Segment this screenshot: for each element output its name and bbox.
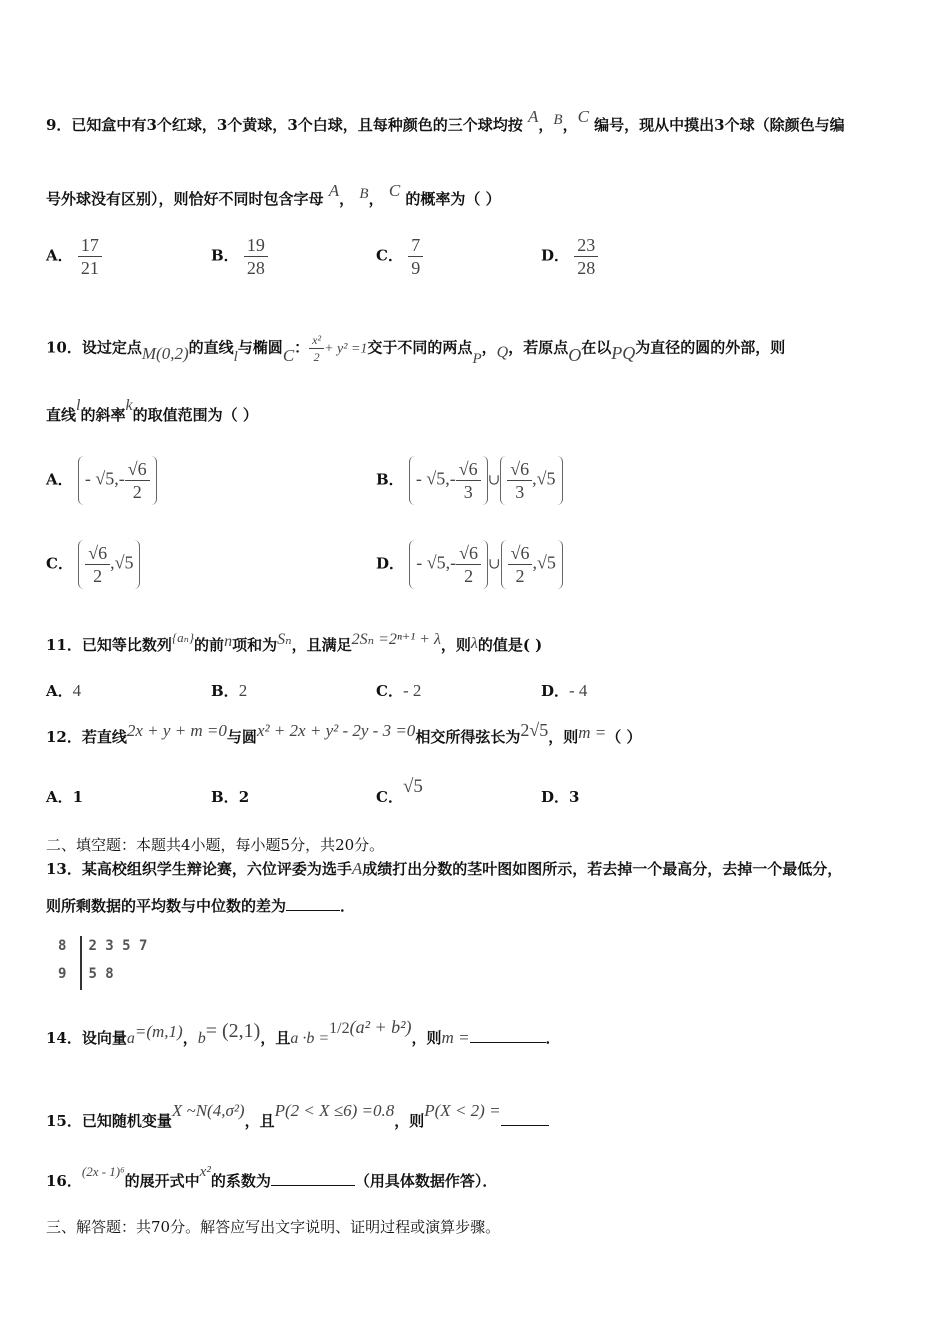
stem: 9 (58, 966, 67, 982)
q12-circle-eq: x² + 2x + y² - 2y - 3 =0 (256, 721, 416, 740)
option-value: √5 (402, 776, 423, 797)
q13-text: 13．某高校组织学生辩论赛，六位评委为选手 (46, 860, 352, 878)
q12-option-b[interactable] (211, 786, 249, 807)
q15-dist: X ~N(4,σ²) (171, 1101, 245, 1120)
q10-text: 在以 (581, 338, 612, 357)
q15-line (46, 1100, 549, 1130)
q14-end: ． (545, 1029, 561, 1047)
q10-text: 10．设过定点 (46, 338, 142, 357)
q14-text: ，则 (411, 1029, 442, 1047)
interval: $\frac{√6}{2}$ ,√5 (501, 540, 563, 589)
option-label: B． (376, 470, 404, 489)
q9-text-4: 的概率为（ ） (405, 190, 501, 208)
q15-text: ，且 (244, 1112, 275, 1130)
q15-prob: P(2 < X ≤6) =0.8 (274, 1101, 395, 1120)
q9-line2: 号外球没有区别），则恰好不同时包含字母 A， B， C 的概率为（ ） (46, 181, 501, 208)
q14-text: ，且 (260, 1029, 291, 1047)
q13-text: 则所剩数据的平均数与中位数的差为 (46, 897, 287, 915)
q10-line2 (46, 397, 258, 425)
q12-text: ，则 (548, 728, 579, 746)
q9-letter-c: C (577, 107, 589, 126)
interval: $\frac{√6}{2}$ ,√5 (78, 540, 140, 589)
q11-option-a[interactable] (46, 680, 81, 701)
q16-text: 的展开式中 (124, 1172, 200, 1190)
q10-text: 为直径的圆的外部，则 (635, 338, 786, 357)
q10-text: 的斜率 (80, 406, 126, 424)
q14-b: b (197, 1030, 206, 1047)
q16-expr: (2x - 1)⁶ (81, 1164, 125, 1179)
q16-text: （用具体数据作答）． (354, 1172, 498, 1190)
q9-option-d[interactable] (541, 234, 598, 279)
q10-q: Q (496, 343, 509, 361)
option-value: - 4 (569, 681, 588, 700)
q10-p: P (472, 350, 482, 367)
stem-leaf-row (58, 938, 147, 966)
q12-option-c[interactable] (376, 776, 423, 806)
answer-blank[interactable] (271, 1171, 355, 1186)
q15-text: 15．已知随机变量 (46, 1112, 172, 1130)
q11-text: 11．已知等比数列 (46, 636, 172, 654)
q14-text: 14．设向量 (46, 1029, 127, 1047)
q9-line1: 9．已知盒中有3个红球，3个黄球，3个白球，且每种颜色的三个球均按 A，B，C 编号，现从中摸出3个球（除颜色与编 (46, 107, 845, 134)
q11-option-d[interactable] (541, 680, 587, 701)
q14-line (46, 1017, 561, 1049)
option-value: 1 (72, 788, 84, 806)
q10-point: M(0,2) (141, 343, 189, 363)
option-label: C． (376, 682, 403, 700)
q9-letter-c2: C (388, 181, 401, 200)
q12-line-eq: 2x + y + m =0 (126, 721, 227, 740)
interval: - √5,- $\frac{√6}{2}$ (78, 456, 157, 505)
fraction: $\frac{7}{9}$ (408, 234, 423, 279)
q11-lambda: λ (470, 635, 478, 652)
option-label: D． (376, 554, 405, 573)
option-label: C． (46, 554, 73, 573)
q11-n: n (224, 633, 233, 650)
q11-text: 项和为 (232, 636, 278, 654)
q9-option-a[interactable] (46, 234, 102, 279)
q9-text-1: 9．已知盒中有3个红球，3个黄球，3个白球，且每种颜色的三个球均按 (46, 116, 523, 134)
q12-option-d[interactable] (541, 786, 579, 807)
q10-option-b[interactable] (376, 456, 563, 505)
fraction: $\frac{23}{28}$ (574, 234, 598, 279)
q16-text: 16． (46, 1172, 82, 1190)
option-value: 4 (72, 681, 82, 700)
q14-rest: (a² + b²) (349, 1017, 412, 1037)
option-label: D． (541, 788, 570, 806)
q11-text: ，且满足 (291, 636, 352, 654)
q9-letter-a2: A (328, 181, 340, 200)
q10-text: ，若原点 (508, 338, 569, 357)
option-label: A． (46, 788, 73, 806)
q11-line (46, 630, 543, 655)
q10-text: 的直线 (188, 338, 234, 357)
q14-comma: ， (182, 1029, 198, 1047)
section-solutions-heading: 三、解答题：共70分。解答应写出文字说明、证明过程或演算步骤。 (46, 1218, 501, 1236)
answer-blank[interactable] (501, 1111, 549, 1126)
q9-letter-b2: B (359, 186, 369, 202)
q14-m: m = (441, 1028, 470, 1047)
union-symbol: ∪ (487, 472, 501, 489)
q10-text: 直线 (46, 406, 77, 424)
q9-text-3: 号外球没有区别），则恰好不同时包含字母 (46, 190, 324, 208)
option-label: A． (46, 470, 73, 489)
q9-letter-a: A (528, 107, 539, 126)
option-value: 2 (238, 788, 250, 806)
q12-text: （ ） (606, 728, 642, 746)
q9-text-2: 编号，现从中摸出3个球（除颜色与编 (594, 116, 845, 134)
option-label: D． (541, 682, 570, 700)
q10-o: O (568, 344, 582, 365)
leaves: 5 8 (88, 966, 114, 982)
option-label: A． (46, 682, 73, 700)
option-value: 3 (569, 788, 580, 806)
q10-text: 与椭圆 (237, 338, 283, 357)
interval: - √5,- $\frac{√6}{2}$ (409, 540, 488, 589)
option-value: - 2 (402, 681, 422, 700)
q14-b-val: = (2,1) (205, 1020, 261, 1042)
option-label: B． (211, 246, 239, 265)
fraction: $\frac{19}{28}$ (244, 234, 268, 279)
stem-leaf-plot (58, 938, 147, 994)
q11-eq: 2Sₙ =2ⁿ⁺¹ + λ (351, 631, 441, 648)
q14-a: a (126, 1030, 135, 1047)
fraction: $\frac{17}{21}$ (78, 234, 102, 279)
q10-pq: PQ (611, 342, 636, 363)
stem-leaf-divider (80, 936, 82, 990)
q9-option-c[interactable] (376, 234, 423, 279)
option-label: C． (376, 246, 403, 265)
q11-text: 的前 (194, 636, 225, 654)
q10-c: C (282, 345, 295, 365)
union-symbol: ∪ (488, 556, 501, 573)
q16-line (46, 1160, 498, 1190)
q10-line1: 10．设过定点M(0,2)的直线l与椭圆C： $\frac{\text{x²}}{2}$ + y² =1交于不同的两点P，Q，若原点O在以PQ为直径的圆的外部，则 (46, 333, 786, 367)
q11-option-c[interactable] (376, 680, 421, 701)
q14-dot: a ·b = (290, 1030, 330, 1047)
q13-a: A (351, 859, 363, 878)
q11-an: {aₙ} (171, 630, 195, 645)
q10-k: k (125, 397, 133, 414)
q13-end: ． (340, 897, 356, 915)
q16-x2: x² (199, 1164, 211, 1180)
stem: 8 (58, 938, 67, 954)
section-fill-in-heading: 二、填空题：本题共4小题，每小题5分，共20分。 (46, 836, 385, 854)
q11-text: ，则 (440, 636, 471, 654)
q9-option-b[interactable] (211, 234, 268, 279)
q12-chord: 2√5 (520, 720, 549, 740)
q12-text: 相交所得弦长为 (415, 728, 521, 746)
q10-ellipse-frac: $\frac{\text{x²}}{2}$ (309, 332, 324, 365)
q12-line (46, 720, 642, 747)
stem-leaf-row (58, 966, 147, 994)
q15-text: ，则 (394, 1112, 425, 1130)
q12-m: m = (578, 723, 607, 742)
q12-text: 12．若直线 (46, 728, 127, 746)
interval: - √5,- $\frac{√6}{3}$ (409, 456, 488, 505)
option-label: B． (211, 788, 239, 806)
answer-blank[interactable] (470, 1028, 546, 1043)
option-label: B． (211, 682, 239, 700)
q11-sn: Sₙ (277, 631, 292, 648)
q10-option-c[interactable] (46, 540, 140, 589)
q10-text: 交于不同的两点 (367, 338, 473, 357)
q10-ellipse-rest: + y² =1 (324, 341, 368, 357)
q10-option-a[interactable] (46, 456, 157, 505)
q9-letter-b: B (553, 112, 563, 128)
answer-blank[interactable] (286, 896, 340, 911)
option-label: C． (376, 788, 403, 806)
option-value: 2 (238, 681, 248, 700)
q12-option-a[interactable] (46, 786, 83, 807)
q16-text: 的系数为 (210, 1172, 271, 1190)
q13-line1 (46, 858, 842, 879)
q10-l2: l (76, 397, 81, 414)
q10-text: 的取值范围为（ ） (132, 406, 258, 424)
option-label: A． (46, 246, 73, 265)
q14-half: 1/2 (329, 1020, 350, 1037)
q14-a-val: =(m,1) (134, 1022, 183, 1041)
q10-colon: ： (294, 338, 310, 357)
q10-l: l (233, 348, 238, 365)
q13-text: 成绩打出分数的茎叶图如图所示，若去掉一个最高分，去掉一个最低分， (362, 860, 843, 878)
leaves: 2 3 5 7 (88, 938, 148, 954)
q11-option-b[interactable] (211, 680, 247, 701)
q12-text: 与圆 (226, 728, 257, 746)
q13-line2 (46, 895, 355, 916)
q15-ask: P(X < 2) = (424, 1101, 501, 1120)
q11-text: 的值是( ) (477, 636, 543, 654)
interval: $\frac{√6}{3}$ ,√5 (500, 456, 562, 505)
option-label: D． (541, 246, 570, 265)
q10-option-d[interactable] (376, 540, 563, 589)
